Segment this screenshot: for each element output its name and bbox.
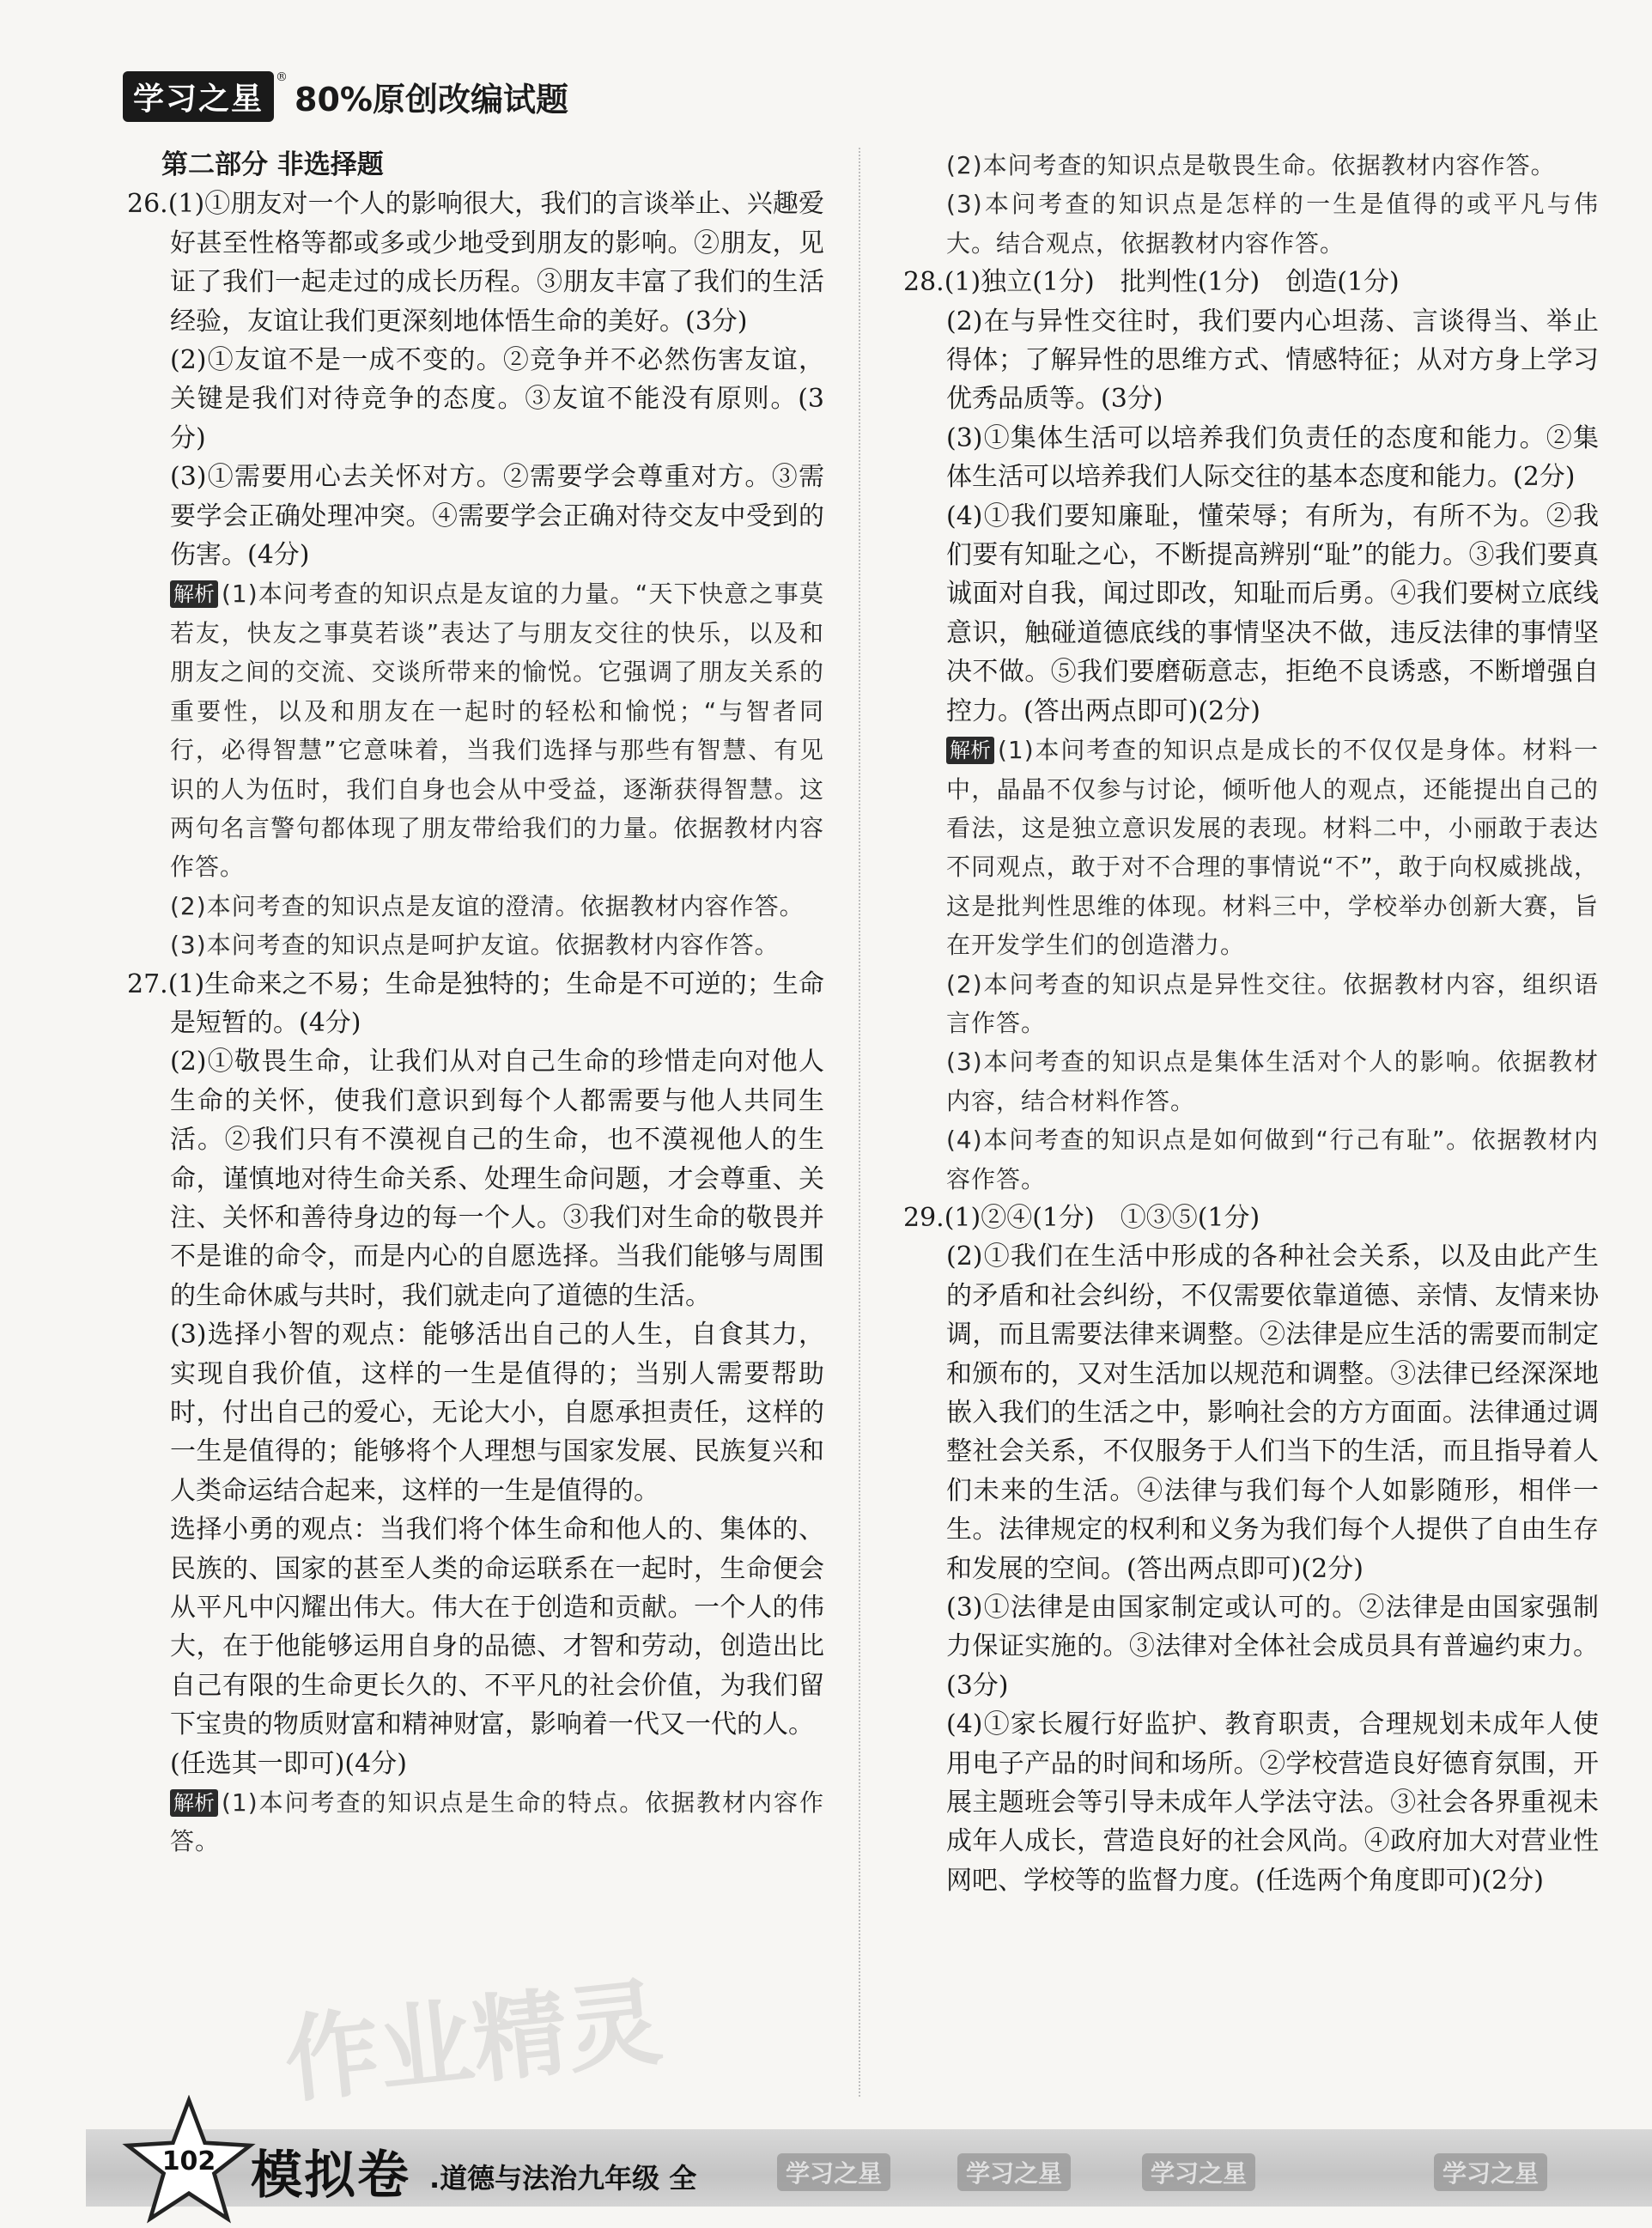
column-divider — [859, 148, 860, 2097]
paragraph-text: (2)本问考查的知识点是敬畏生命。依据教材内容作答。 — [946, 151, 1556, 179]
paragraph-text: (3)本问考查的知识点是集体生活对个人的影响。依据教材内容，结合材料作答。 — [946, 1047, 1599, 1115]
paragraph-text: 26.(1)①朋友对一个人的影响很大，我们的言谈举止、兴趣爱好甚至性格等都或多或少地受到朋友的影响。②朋友，见证了我们一起走过的成长历程。③朋友丰富了我们的生活经验，友谊让我们更深刻地体悟生命的美好。(3分) — [127, 189, 824, 337]
paragraph-text: (4)本问考查的知识点是如何做到“行己有耻”。依据教材内容作答。 — [946, 1126, 1599, 1193]
paragraph-text: (2)①我们在生活中形成的各种社会关系，以及由此产生的矛盾和社会纠纷，不仅需要依靠道德、亲情、友情来协调，而且需要法律来调整。②法律是应生活的需要而制定和颁布的，又对生活加以规范和调整。③法律已经深深地嵌入我们的生活之中，影响社会的方方面面。法律通过调整社会关系，不仅服务于人们当下的生活，而且指导着人们未来的生活。④法律与我们每个人如影随形，相伴一生。法律规定的权利和义务为我们每个人提供了自由生存和发展的空间。(答出两点即可)(2分) — [946, 1241, 1599, 1584]
paragraph-text: 28.(1)独立(1分) 批判性(1分) 创造(1分) — [903, 267, 1400, 298]
page-footer — [0, 2078, 1652, 2226]
question-answer — [127, 965, 824, 1043]
page-title: 80%原创改编试题 — [295, 80, 568, 118]
paragraph-text: (3)①法律是由国家制定或认可的。②法律是由国家强制力保证实施的。③法律对全体社会成员具有普遍约束力。(3分) — [946, 1593, 1599, 1701]
left-column — [127, 146, 824, 1861]
analysis-paragraph — [903, 965, 1599, 1043]
paragraph-text: (1)本问考查的知识点是生命的特点。依据教材内容作答。 — [170, 1788, 824, 1856]
answer-paragraph — [127, 458, 824, 574]
answer-paragraph — [903, 302, 1599, 419]
analysis-paragraph — [903, 1042, 1599, 1120]
paragraph-text: (2)①友谊不是一成不变的。②竞争并不必然伤害友谊，关键是我们对待竞争的态度。③友谊不能没有原则。(3分) — [170, 345, 824, 453]
paragraph-text: (3)①集体生活可以培养我们负责任的态度和能力。②集体生活可以培养我们人际交往的基本态度和能力。(2分) — [946, 422, 1599, 493]
paragraph-text: (1)本问考查的知识点是成长的不仅仅是身体。材料一中，晶晶不仅参与讨论，倾听他人的观点，还能提出自己的看法，这是独立意识发展的表现。材料二中，小丽敢于表达不同观点，敢于对不合理的事情说“不”，敢于向权威挑战，这是批判性思维的体现。材料三中，学校举办创新大赛，旨在开发学生们的创造潜力。 — [946, 736, 1599, 960]
analysis-paragraph — [903, 1120, 1599, 1199]
book-title: 模拟卷 — [251, 2146, 410, 2206]
paragraph-text: (3)选择小智的观点：能够活出自己的人生，自食其力，实现自我价值，这样的一生是值得的；当别人需要帮助时，付出自己的爱心，无论大小，自愿承担责任，这样的一生是值得的；能够将个人理想与国家发展、民族复兴和人类命运结合起来，这样的一生是值得的。 — [170, 1320, 824, 1506]
paragraph-text: 27.(1)生命来之不易；生命是独特的；生命是不可逆的；生命是短暂的。(4分) — [127, 968, 824, 1038]
footer-logo: 学习之星 — [777, 2153, 890, 2191]
answer-paragraph — [903, 419, 1599, 497]
answer-paragraph — [903, 1237, 1599, 1588]
question-answer — [903, 1199, 1599, 1237]
answer-paragraph — [127, 341, 824, 458]
footer-logo: 学习之星 — [1142, 2153, 1255, 2191]
paragraph-text: (3)①需要用心去关怀对方。②需要学会尊重对方。③需要学会正确处理冲突。④需要学会正确对待交友中受到的伤害。(4分) — [170, 462, 824, 571]
analysis-paragraph — [127, 926, 824, 964]
watermark: 作业精灵 — [279, 1967, 667, 2116]
paragraph-text: 选择小勇的观点：当我们将个体生命和他人的、集体的、民族的、国家的甚至人类的命运联系在一起时，生命便会从平凡中闪耀出伟大。伟大在于创造和贡献。一个人的伟大，在于他能够运用自身的品德、才智和劳动，创造出比自己有限的生命更长久的、不平凡的社会价值，为我们留下宝贵的物质财富和精神财富，影响着一代又一代的人。 — [170, 1515, 824, 1740]
answer-paragraph — [127, 1315, 824, 1510]
answer-paragraph — [903, 1705, 1599, 1900]
paragraph-text: (2)本问考查的知识点是异性交往。依据教材内容，组织语言作答。 — [946, 969, 1599, 1037]
analysis-tag: 解析 — [946, 737, 994, 764]
analysis-tag: 解析 — [170, 580, 218, 608]
page-number: 102 — [161, 2146, 216, 2176]
paragraph-text: (任选其一即可)(4分) — [170, 1748, 407, 1779]
analysis-paragraph — [127, 1783, 824, 1861]
analysis-paragraph — [903, 146, 1599, 185]
brand-logo: 学习之星 — [123, 71, 274, 122]
section-heading — [127, 146, 824, 185]
paragraph-text: (2)在与异性交往时，我们要内心坦荡、言谈得当、举止得体；了解异性的思维方式、情感特征；从对方身上学习优秀品质等。(3分) — [946, 306, 1599, 415]
answer-paragraph — [903, 497, 1599, 731]
paragraph-text: (4)①家长履行好监护、教育职责，合理规划未成年人使用电子产品的时间和场所。②学校营造良好德育氛围，开展主题班会等引导未成年人学法守法。③社会各界重视未成年人成长，营造良好的社会风尚。④政府加大对营业性网吧、学校等的监督力度。(任选两个角度即可)(2分) — [946, 1709, 1599, 1896]
analysis-paragraph — [127, 574, 824, 886]
book-subtitle: .道德与法治九年级 全 — [429, 2162, 697, 2195]
paragraph-text: (3)本问考查的知识点是呵护友谊。依据教材内容作答。 — [170, 931, 780, 960]
paragraph-text: (4)①我们要知廉耻，懂荣辱；有所为，有所不为。②我们要有知耻之心，不断提高辨别“耻”的能力。③我们要真诚面对自我，闻过即改，知耻而后勇。④我们要树立底线意识，触碰道德底线的事情坚决不做，违反法律的事情坚决不做。⑤我们要磨砺意志，拒绝不良诱惑，不断增强自控力。(答出两点即可)(2分) — [946, 501, 1599, 726]
answer-paragraph — [127, 1745, 824, 1783]
page-header — [123, 70, 568, 122]
analysis-tag: 解析 — [170, 1789, 218, 1817]
paragraph-text: (2)①敬畏生命，让我们从对自己生命的珍惜走向对他人生命的关怀，使我们意识到每个人都需要与他人共同生活。②我们只有不漠视自己的生命，也不漠视他人的生命，谨慎地对待生命关系、处理生命问题，才会尊重、关注、关怀和善待身边的每一个人。③我们对生命的敬畏并不是谁的命令，而是内心的自愿选择。当我们能够与周围的生命休戚与共时，我们就走向了道德的生活。 — [170, 1047, 824, 1311]
analysis-paragraph — [903, 185, 1599, 263]
paragraph-text: (2)本问考查的知识点是友谊的澄清。依据教材内容作答。 — [170, 891, 805, 920]
footer-logo: 学习之星 — [1434, 2153, 1547, 2191]
footer-logo: 学习之星 — [957, 2153, 1071, 2191]
answer-paragraph — [127, 1510, 824, 1744]
registered-mark: ® — [276, 70, 288, 84]
answer-paragraph — [127, 1042, 824, 1315]
paragraph-text: 29.(1)②④(1分) ①③⑤(1分) — [903, 1202, 1260, 1233]
question-answer — [903, 263, 1599, 301]
analysis-paragraph — [903, 731, 1599, 964]
analysis-paragraph — [127, 887, 824, 926]
answer-paragraph — [903, 1588, 1599, 1705]
paragraph-text: (3)本问考查的知识点是怎样的一生是值得的或平凡与伟大。结合观点，依据教材内容作答。 — [946, 190, 1599, 258]
right-column — [903, 146, 1599, 1900]
paragraph-text: 第二部分 非选择题 — [161, 149, 384, 180]
question-answer — [127, 185, 824, 341]
paragraph-text: (1)本问考查的知识点是友谊的力量。“天下快意之事莫若友，快友之事莫若谈”表达了与朋友交往的快乐，以及和朋友之间的交流、交谈所带来的愉悦。它强调了朋友关系的重要性，以及和朋友在一起时的轻松和愉悦；“与智者同行，必得智慧”它意味着，当我们选择与那些有智慧、有见识的人为伍时，我们自身也会从中受益，逐渐获得智慧。这两句名言警句都体现了朋友带给我们的力量。依据教材内容作答。 — [170, 580, 824, 882]
